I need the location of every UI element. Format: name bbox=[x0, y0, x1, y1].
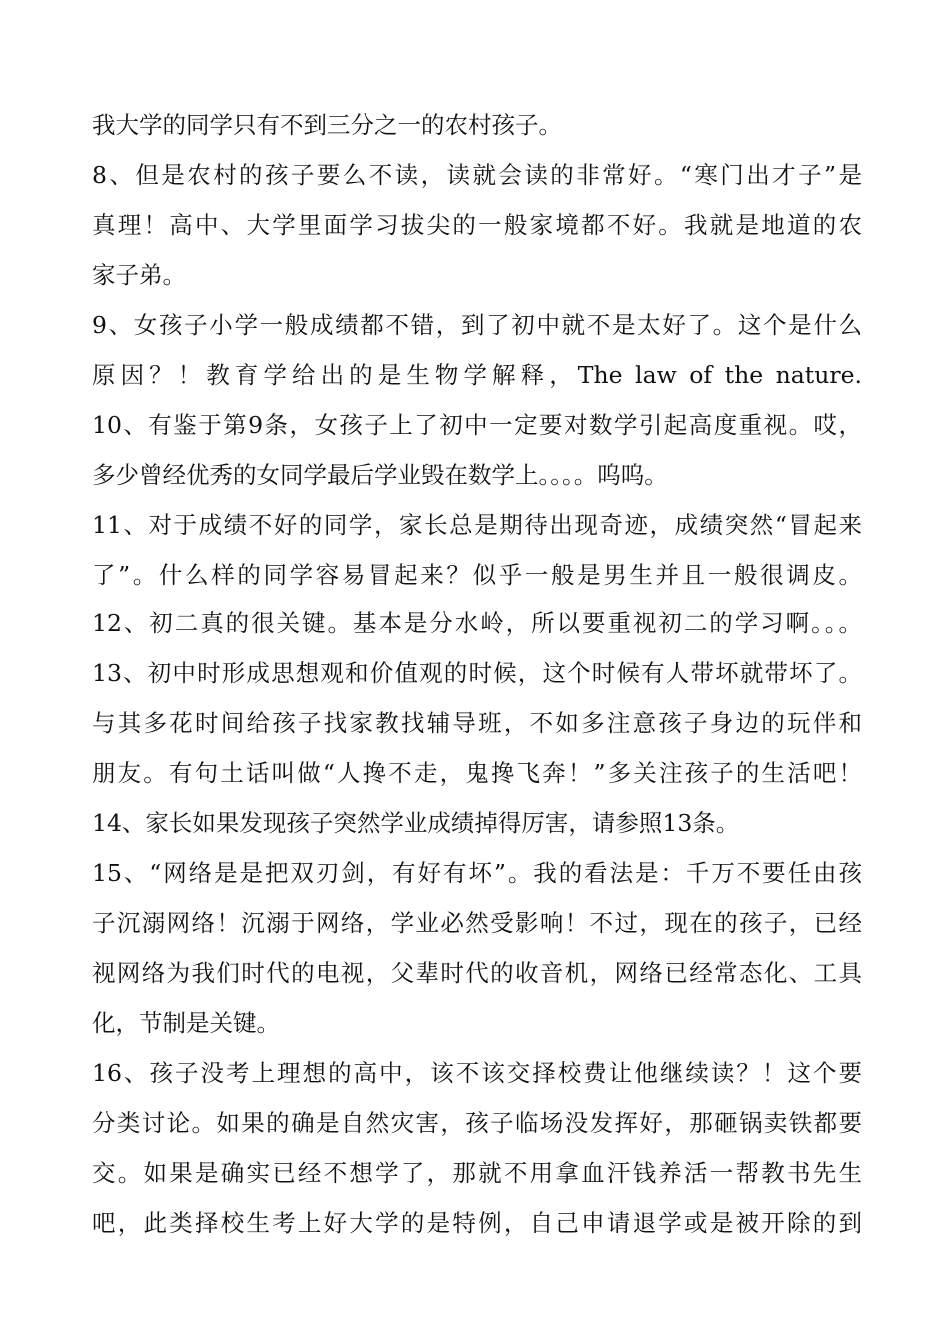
text-line: 子沉溺网络！沉溺于网络，学业必然受影响！不过，现在的孩子，已经 bbox=[92, 909, 862, 937]
text-line: 交。如果是确实已经不想学了，那就不用拿血汗钱养活一帮教书先生 bbox=[92, 1159, 862, 1187]
text-line: 9、女孩子小学一般成绩都不错，到了初中就不是太好了。这个是什么 bbox=[92, 311, 862, 339]
text-line: 多少曾经优秀的女同学最后学业毁在数学上。。。。呜呜。 bbox=[92, 461, 668, 489]
text-line: 吧，此类择校生考上好大学的是特例，自己申请退学或是被开除的到 bbox=[92, 1209, 862, 1237]
text-line: 真理！高中、大学里面学习拔尖的一般家境都不好。我就是地道的农 bbox=[92, 211, 862, 239]
text-line: 15、“网络是是把双刃剑，有好有坏”。我的看法是：千万不要任由孩 bbox=[92, 859, 862, 887]
text-line: 10、有鉴于第9条，女孩子上了初中一定要对数学引起高度重视。哎， bbox=[92, 411, 862, 439]
text-line: 11、对于成绩不好的同学，家长总是期待出现奇迹，成绩突然“冒起来 bbox=[92, 511, 862, 539]
text-line: 16、孩子没考上理想的高中，该不该交择校费让他继续读？！这个要 bbox=[92, 1059, 862, 1087]
text-line: 8、但是农村的孩子要么不读，读就会读的非常好。“寒门出才子”是 bbox=[92, 161, 862, 189]
text-line: 12、初二真的很关键。基本是分水岭，所以要重视初二的学习啊。。。 bbox=[92, 609, 862, 637]
text-line: 14、家长如果发现孩子突然学业成绩掉得厉害，请参照13条。 bbox=[92, 809, 740, 837]
text-line: 13、初中时形成思想观和价值观的时候，这个时候有人带坏就带坏了。 bbox=[92, 659, 862, 687]
text-line: 朋友。有句土话叫做“人搀不走，鬼搀飞奔！”多关注孩子的生活吧！ bbox=[92, 759, 862, 787]
text-line: 我大学的同学只有不到三分之一的农村孩子。 bbox=[92, 111, 562, 139]
text-line: 了”。什么样的同学容易冒起来？似乎一般是男生并且一般很调皮。 bbox=[92, 561, 862, 589]
text-line: 家子弟。 bbox=[92, 261, 186, 289]
text-line: 分类讨论。如果的确是自然灾害，孩子临场没发挥好，那砸锅卖铁都要 bbox=[92, 1109, 862, 1137]
text-line: 原因？！教育学给出的是生物学解释，The law of the nature. bbox=[92, 361, 862, 389]
text-line: 视网络为我们时代的电视，父辈时代的收音机，网络已经常态化、工具 bbox=[92, 959, 862, 987]
text-line: 化，节制是关键。 bbox=[92, 1009, 280, 1037]
text-line: 与其多花时间给孩子找家教找辅导班，不如多注意孩子身边的玩伴和 bbox=[92, 709, 862, 737]
